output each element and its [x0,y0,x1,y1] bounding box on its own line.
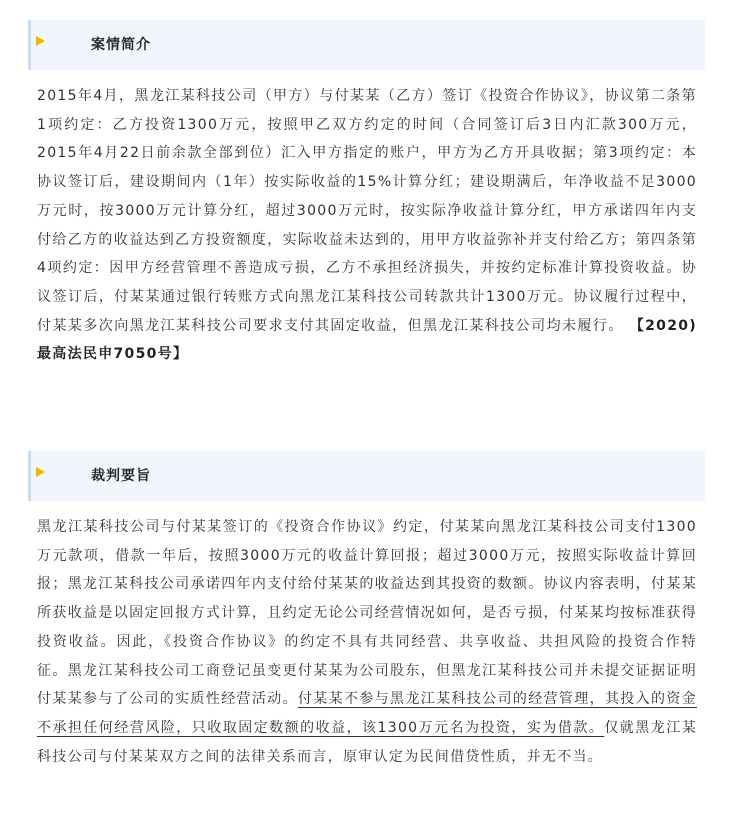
section-header-case-summary [28,20,705,70]
case-citation: 【2020)最高法民申7050号】 [37,317,697,363]
section-title-ruling-gist: 裁判要旨 [91,468,151,484]
section-header-ruling-gist [28,451,705,501]
ruling-text-before: 黑龙江某科技公司与付某某签订的《投资合作协议》约定，付某某向黑龙江某科技公司支付1300万元款项，借款一年后，按照3000万元的收益计算回报；超过3000万元，按照实际收益计算回报；黑龙江某科技公司承诺四年内支付给付某某的收益达到其投资的数额。协议内容表明，付某某所获收益是以固定回报方式计算，且约定无论公司经营情况如何，是否亏损，付某某均按标准获得投资收益。因此，《投资合作协议》的约定不具有共同经营、共享收益、共担风险的投资合作特征。黑龙江某科技公司工商登记虽变更付某某为公司股东，但黑龙江某科技公司并未提交证据证明付某某参与了公司的实质性经营活动。 [37,519,697,708]
ruling-text-underlined: 付某某不参与黑龙江某科技公司的经营管理，其投入的资金不承担任何经营风险，只收取固定数额的收益，该1300万元名为投资，实为借款。 [37,691,697,736]
section-title-case-summary: 案情简介 [91,37,151,53]
triangle-right-icon [36,467,45,477]
case-summary-paragraph [37,82,697,369]
case-summary-text: 2015年4月，黑龙江某科技公司（甲方）与付某某（乙方）签订《投资合作协议》，协议第二条第1项约定：乙方投资1300万元，按照甲乙双方约定的时间（合同签订后3日内汇款300万元，2015年4月22日前余款全部到位）汇入甲方指定的账户，甲方为乙方开具收据；第3项约定：本协议签订后，建设期间内（1年）按实际收益的15%计算分红；建设期满后，年净收益不足3000万元时，按3000万元计算分红，超过3000万元时，按实际净收益计算分红，甲方承诺四年内支付给乙方的收益达到乙方投资额度，实际收益未达到的，用甲方收益弥补并支付给乙方；第四条第4项约定：因甲方经营管理不善造成亏损，乙方不承担经济损失，并按约定标准计算投资收益。协议签订后，付某某通过银行转账方式向黑龙江某科技公司转款共计1300万元。协议履行过程中，付某某多次向黑龙江某科技公司要求支付其固定收益，但黑龙江某科技公司均未履行。 [37,88,697,334]
ruling-text-after: 仅就黑龙江某科技公司与付某某双方之间的法律关系而言，原审认定为民间借贷性质，并无不当。 [37,719,697,765]
ruling-gist-paragraph [37,513,697,771]
triangle-right-icon [36,36,45,46]
